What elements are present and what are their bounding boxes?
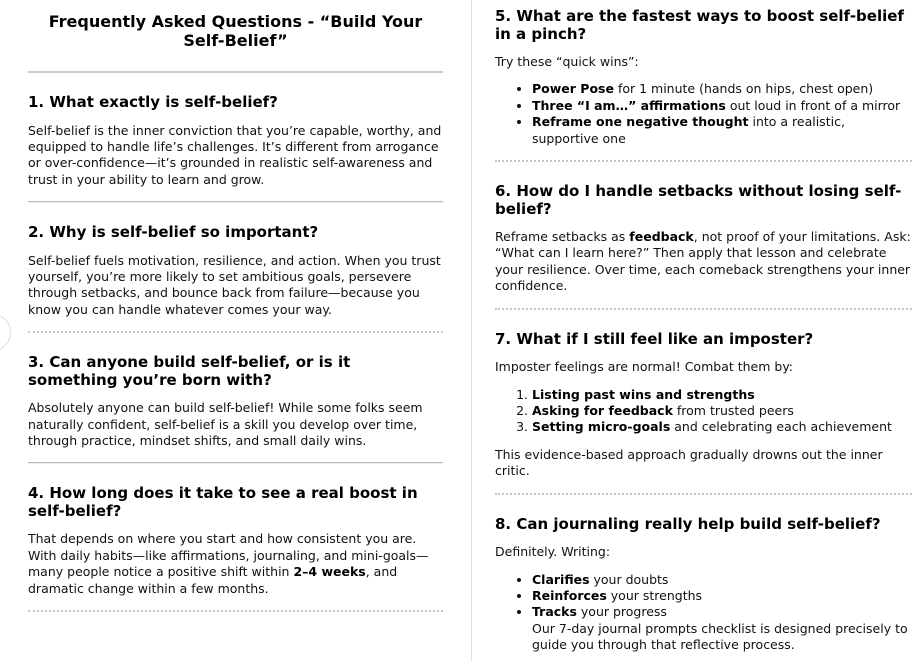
question-8-list xyxy=(495,572,912,654)
question-5-intro: Try these “quick wins”: xyxy=(495,54,639,69)
right-column xyxy=(471,0,924,661)
question-7-outro: This evidence-based approach gradually drowns out the inner critic. xyxy=(495,446,883,479)
list-item-text: into a realistic, supportive one xyxy=(532,114,845,146)
divider xyxy=(28,462,443,464)
question-4-heading: 4. How long does it take to see a real boost in self-belief? xyxy=(28,484,418,520)
answer-text: That depends on where you start and how consistent you are. With daily habits—like affirmations, journaling, and mini-goals—many people notice a positive shift within xyxy=(28,531,429,580)
answer-text: , and dramatic change within a few months. xyxy=(28,564,398,596)
list-item xyxy=(532,81,912,97)
question-7-intro: Imposter feelings are normal! Combat them by: xyxy=(495,359,794,375)
list-item-text: your strengths xyxy=(606,587,703,603)
list-item-text: out loud in front of a mirror xyxy=(725,97,901,113)
question-3-heading: 3. Can anyone build self-belief, or is it something you’re born with? xyxy=(28,353,351,389)
list-item xyxy=(532,387,912,403)
question-4-answer xyxy=(28,531,443,597)
page-title: Frequently Asked Questions - “Build Your Self-Belief” xyxy=(48,12,423,50)
list-item-text: your doubts xyxy=(589,571,669,587)
list-item-text: from trusted peers xyxy=(672,402,794,418)
divider xyxy=(28,610,443,612)
question-5-list xyxy=(495,81,912,147)
question-6-heading: 6. How do I handle setbacks without losing self-belief? xyxy=(495,182,902,218)
divider xyxy=(28,201,443,203)
list-item-bold: Power Pose xyxy=(532,81,614,97)
question-7-list xyxy=(495,387,912,436)
question-7-heading: 7. What if I still feel like an imposter? xyxy=(495,329,814,348)
list-item-bold: Reframe one negative thought xyxy=(532,114,749,130)
question-1-answer: Self-belief is the inner conviction that you’re capable, worthy, and equipped to handle life’s challenges. It’s different from arrogance or over-confidence—it’s grounded in realistic self-awareness and trust in your ability to learn and grow. xyxy=(28,122,442,187)
question-6-answer xyxy=(495,229,912,295)
list-item-bold: Reinforces xyxy=(532,587,607,603)
question-8-heading: 8. Can journaling really help build self-belief? xyxy=(495,514,881,533)
question-2-answer: Self-belief fuels motivation, resilience, and action. When you trust yourself, you’re more likely to set ambitious goals, persevere through setbacks, and bounce back from failure—because you know you can handle whatever comes your way. xyxy=(28,252,441,317)
answer-bold-text: feedback xyxy=(629,229,694,245)
question-5-heading: 5. What are the fastest ways to boost self-belief in a pinch? xyxy=(495,7,904,43)
answer-bold-text: 2–4 weeks xyxy=(293,564,366,580)
list-item-bold: Three “I am…” affirmations xyxy=(532,97,726,113)
list-item-text: your progress xyxy=(576,604,667,620)
divider xyxy=(28,71,443,73)
list-item xyxy=(532,98,912,114)
list-item xyxy=(532,572,912,588)
answer-text: , not proof of your limitations. Ask: “What can I learn here?” Then apply that lesson and celebrate your resilience. Over time, each comeback strengthens your inner confidence. xyxy=(495,229,911,294)
list-item xyxy=(532,403,912,419)
question-1-heading: 1. What exactly is self-belief? xyxy=(28,93,278,111)
divider xyxy=(495,308,912,310)
list-item-bold: Listing past wins and strengths xyxy=(532,386,755,402)
list-item xyxy=(532,588,912,604)
list-item-text: for 1 minute (hands on hips, chest open) xyxy=(613,81,874,97)
list-item-note: Our 7-day journal prompts checklist is designed precisely to guide you through that reflective process. xyxy=(532,620,908,653)
question-8-intro: Definitely. Writing: xyxy=(495,544,611,560)
divider xyxy=(495,160,912,162)
list-item-bold: Tracks xyxy=(532,604,577,620)
list-item-text: and celebrating each achievement xyxy=(670,419,892,435)
answer-text: Reframe setbacks as xyxy=(495,229,630,245)
list-item xyxy=(532,114,912,147)
question-2-heading: 2. Why is self-belief so important? xyxy=(28,223,319,242)
list-item xyxy=(532,419,912,435)
question-3-answer: Absolutely anyone can build self-belief! While some folks seem naturally confident, self-belief is a skill you develop over time, through practice, mindset shifts, and small daily wins. xyxy=(28,400,423,449)
divider xyxy=(495,493,912,495)
list-item-bold: Asking for feedback xyxy=(532,402,673,418)
list-item-bold: Setting micro-goals xyxy=(532,419,671,435)
list-item-bold: Clarifies xyxy=(532,571,590,587)
list-item xyxy=(532,604,912,653)
divider xyxy=(28,331,443,333)
